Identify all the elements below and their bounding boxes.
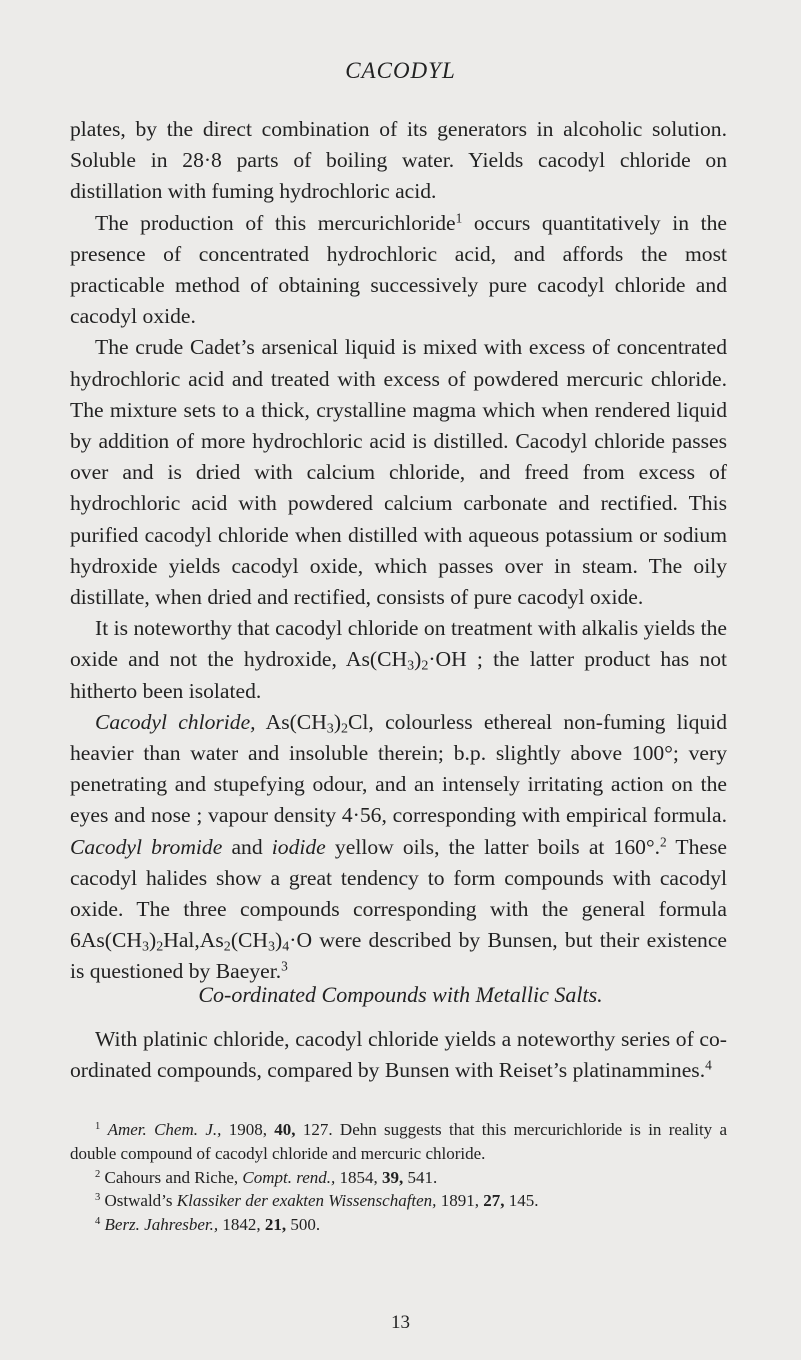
section-body (70, 1024, 727, 1086)
page-number: 13 (391, 1312, 410, 1333)
paragraph-3: The crude Cadet’s arsenical liquid is mixed with excess of concentrated hydrochloric acid and treated with excess of powdered mercuric chloride. The mixture sets to a thick, crystalline magma which when rendered liquid by addition of more hydrochloric acid is distilled. Cacodyl chloride passes over and is dried with calcium chloride, and freed from excess of hydrochloric acid with powdered calcium carbonate and rectified. This purified cacodyl chloride when distilled with aqueous potassium or sodium hydroxide yields cacodyl oxide, which passes over in steam. The oily distillate, when dried and rectified, consists of pure cacodyl oxide. (70, 335, 727, 610)
footnote-2: $^2$ Cahours and Riche, Compt. rend., 1854, 39, 541. (95, 1167, 438, 1187)
section-paragraph: With platinic chloride, cacodyl chloride yields a noteworthy series of co-ordinated compounds, compared by Bunsen with Reiset’s platinammines.$^4$ (70, 1027, 727, 1083)
running-head: CACODYL (345, 58, 456, 83)
footnote-3: $^3$ Ostwald’s Klassiker der exakten Wissenschaften, 1891, 27, 145. (95, 1191, 539, 1211)
footnote-4: $^4$ Berz. Jahresber., 1842, 21, 500. (95, 1215, 321, 1235)
section-heading: Co-ordinated Compounds with Metallic Salts. (198, 982, 603, 1007)
footnotes (70, 1118, 727, 1237)
footnote-1: $^1$ Amer. Chem. J., 1908, 40, 127. Dehn suggests that this mercurichloride is in reality a double compound of cacodyl chloride and mercuric chloride. (70, 1120, 728, 1163)
paragraph-5: Cacodyl chloride, $As(CH_3)_2Cl$, colourless ethereal non-fuming liquid heavier than water and insoluble therein; b.p. slightly above 100°; very penetrating and stupefying odour, and an intensely irritating action on the eyes and nose ; vapour density 4·56, corresponding with empirical formula. Cacodyl bromide and iodide yellow oils, the latter boils at 160°.$^2$ These cacodyl halides show a great tendency to form compounds with cacodyl oxide. The three compounds corresponding with the general formula $6As(CH_3)_2Hal,As_2(CH_3)_4\cdot O$ were described by Bunsen, but their existence is questioned by Baeyer.$^3$ (70, 709, 727, 984)
body-text (70, 114, 727, 988)
paragraph-2: The production of this mercurichloride$^1$ occurs quantitatively in the presence of concentrated hydrochloric acid, and affords the most practicable method of obtaining successively pure cacodyl chloride and cacodyl oxide. (70, 210, 727, 329)
paragraph-4: It is noteworthy that cacodyl chloride on treatment with alkalis yields the oxide and not the hydroxide, $As(CH_3)_2\cdot OH$ ; the latter product has not hitherto been isolated. (70, 616, 727, 703)
paragraph-1: plates, by the direct combination of its generators in alcoholic solution. Soluble in 28·8 parts of boiling water. Yields cacodyl chloride on distillation with fuming hydrochloric acid. (70, 117, 727, 204)
